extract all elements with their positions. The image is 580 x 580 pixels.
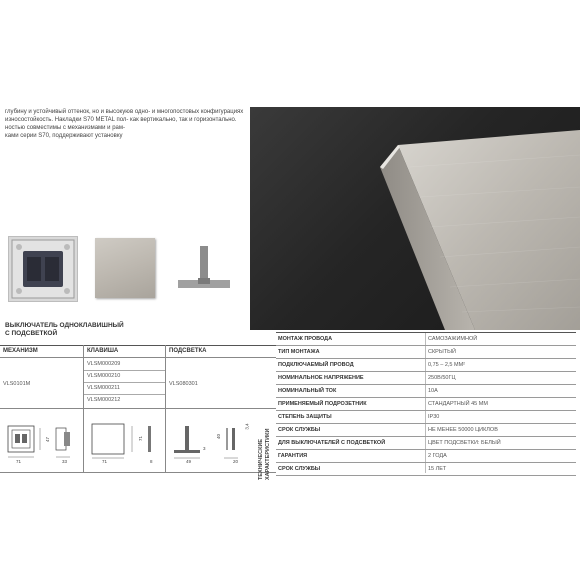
key-plate-image [95,238,155,298]
spec-value: 2 ГОДА [428,453,447,459]
spec-row [276,359,576,372]
table-divider-1 [83,345,84,473]
spec-value: 15 ЛЕТ [428,466,447,472]
spec-row [276,450,576,463]
spec-label: НОМИНАЛЬНОЕ НАПРЯЖЕНИЕ [278,375,364,381]
spec-value: САМОЗАЖИМНОЙ [428,336,478,342]
spec-row [276,463,576,476]
spec-value: ЦВЕТ ПОДСВЕТКИ: БЕЛЫЙ [428,440,501,446]
spec-value: СКРЫТЫЙ [428,349,456,355]
spec-label: МОНТАЖ ПРОВОДА [278,336,333,342]
spec-section-label: ТЕХНИЧЕСКИЕ ХАРАКТЕРИСТИКИ [258,428,271,480]
light-a-dim: 3 [203,446,206,451]
spec-label: СРОК СЛУЖБЫ [278,427,321,433]
spec-value: НЕ МЕНЕЕ 50000 ЦИКЛОВ [428,427,498,433]
header-key: КЛАВИША [87,348,119,354]
backlight-code: VLS080301 [169,381,198,387]
spec-value: 0,75 – 2,5 ММ² [428,362,465,368]
spec-row [276,398,576,411]
backlight-image [176,244,232,292]
product-title: ВЫКЛЮЧАТЕЛЬ ОДНОКЛАВИШНЫЙ С ПОДСВЕТКОЙ [5,322,124,337]
header-backlight: ПОДСВЕТКА [169,348,207,354]
brushed-metal-plate-image [250,107,580,330]
spec-value: СТАНДАРТНЫЙ 45 ММ [428,401,488,407]
key-code-1: VLSM000209 [87,361,121,367]
mech-height-dim: 47 [45,436,51,443]
key-row-rule-2 [84,382,165,383]
spec-row [276,333,576,346]
spec-row [276,437,576,450]
mech-width-dim: 71 [16,459,22,464]
spec-row [276,424,576,437]
key-row-rule-3 [84,394,165,395]
spec-row [276,372,576,385]
product-photo [250,107,580,330]
mech-depth-dim: 33 [62,459,68,464]
key-depth-dim: 8 [150,459,153,464]
light-c-dim: 20 [233,459,239,464]
key-code-2: VLSM000210 [87,373,121,379]
key-row-rule-1 [84,370,165,371]
table-header-rule [0,357,276,358]
spec-row [276,385,576,398]
spec-label: СТЕПЕНЬ ЗАЩИТЫ [278,414,332,420]
table-divider-2 [165,345,166,473]
spec-label: ПРИМЕНЯЕМЫЙ ПОДРОЗЕТНИК [278,401,367,407]
spec-value: 10А [428,388,438,394]
table-bottom-rule [0,472,276,473]
spec-label: ТИП МОНТАЖА [278,349,320,355]
spec-label: НОМИНАЛЬНЫЙ ТОК [278,388,337,394]
table-top-rule [0,345,276,346]
header-mechanism: МЕХАНИЗМ [3,348,38,354]
light-width-dim: 49 [186,459,192,464]
key-code-4: VLSM000212 [87,397,121,403]
mechanism-image [8,236,78,302]
light-b-dim: 3,4 [244,423,250,430]
light-height-dim: 40 [216,433,222,440]
intro-text-column-1: глубину и устойчивый оттенок, но и высокую износостойкость. Накладки S70 METAL пол- ностью совместимы с механизмами и рам- ками серии S70, поддерживают установку [5,109,130,139]
spec-row [276,346,576,359]
spec-label: ДЛЯ ВЫКЛЮЧАТЕЛЕЙ С ПОДСВЕТКОЙ [278,440,386,446]
spec-label: ГАРАНТИЯ [278,453,308,459]
spec-label: ПОДКЛЮЧАЕМЫЙ ПРОВОД [278,362,354,368]
spec-label: СРОК СЛУЖБЫ [278,466,321,472]
spec-row [276,411,576,424]
spec-value: 250В/50ГЦ [428,375,456,381]
mechanism-code: VLS0101M [3,381,31,387]
table-body-rule [0,408,276,409]
key-height-dim: 71 [138,435,144,442]
key-code-3: VLSM000211 [87,385,120,391]
key-width-dim: 71 [102,459,108,464]
spec-value: IP30 [428,414,440,420]
intro-text-column-2: в одно- и многопостовых конфигурациях как вертикально, так и горизонтально. [130,109,244,123]
